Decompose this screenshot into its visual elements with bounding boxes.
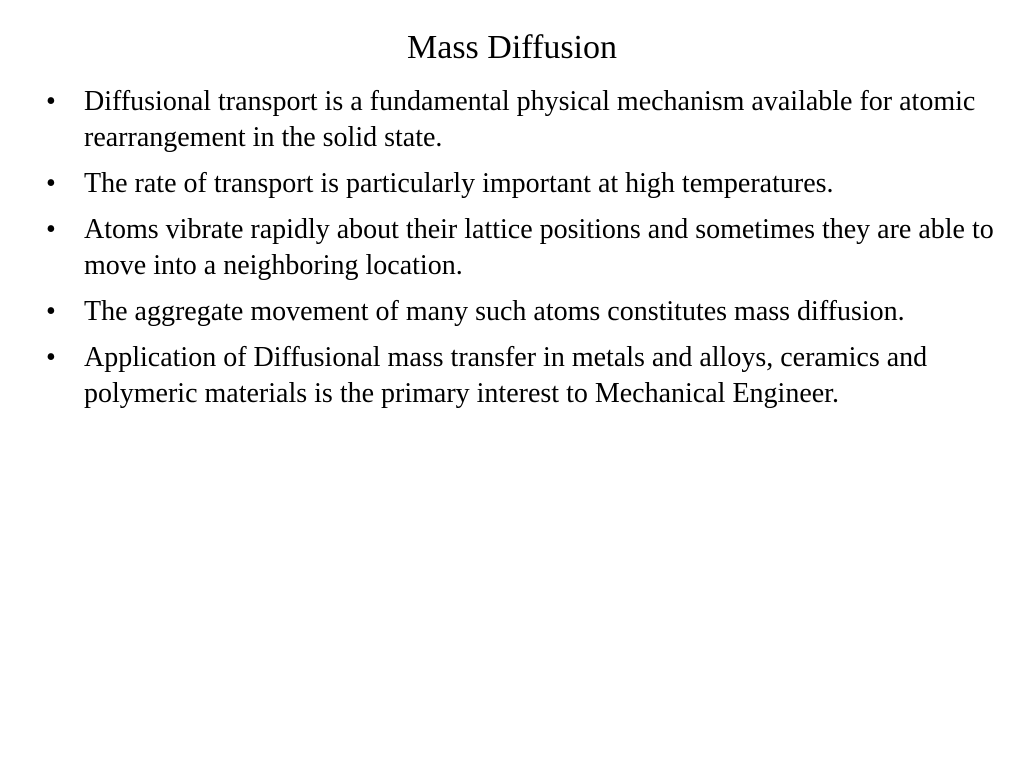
bullet-item — [46, 212, 996, 284]
bullet-icon: • — [46, 296, 56, 327]
bullet-icon: • — [46, 342, 56, 373]
bullet-item — [46, 294, 996, 330]
bullet-icon: • — [46, 214, 56, 245]
bullet-text: Diffusional transport is a fundamental physical mechanism available for atomic rearrangement in the solid state. — [84, 86, 976, 153]
bullet-text: Atoms vibrate rapidly about their lattice positions and sometimes they are able to move into a neighboring location. — [84, 214, 994, 281]
bullet-list — [46, 84, 996, 422]
slide-title: Mass Diffusion — [407, 29, 617, 66]
bullet-text: The rate of transport is particularly important at high temperatures. — [84, 168, 834, 199]
bullet-icon: • — [46, 86, 56, 117]
bullet-text: Application of Diffusional mass transfer in metals and alloys, ceramics and polymeric materials is the primary interest to Mechanical Engineer. — [84, 342, 928, 409]
bullet-item — [46, 84, 996, 156]
bullet-text: The aggregate movement of many such atoms constitutes mass diffusion. — [84, 296, 905, 327]
bullet-item — [46, 166, 996, 202]
bullet-icon: • — [46, 168, 56, 199]
bullet-item — [46, 340, 996, 412]
